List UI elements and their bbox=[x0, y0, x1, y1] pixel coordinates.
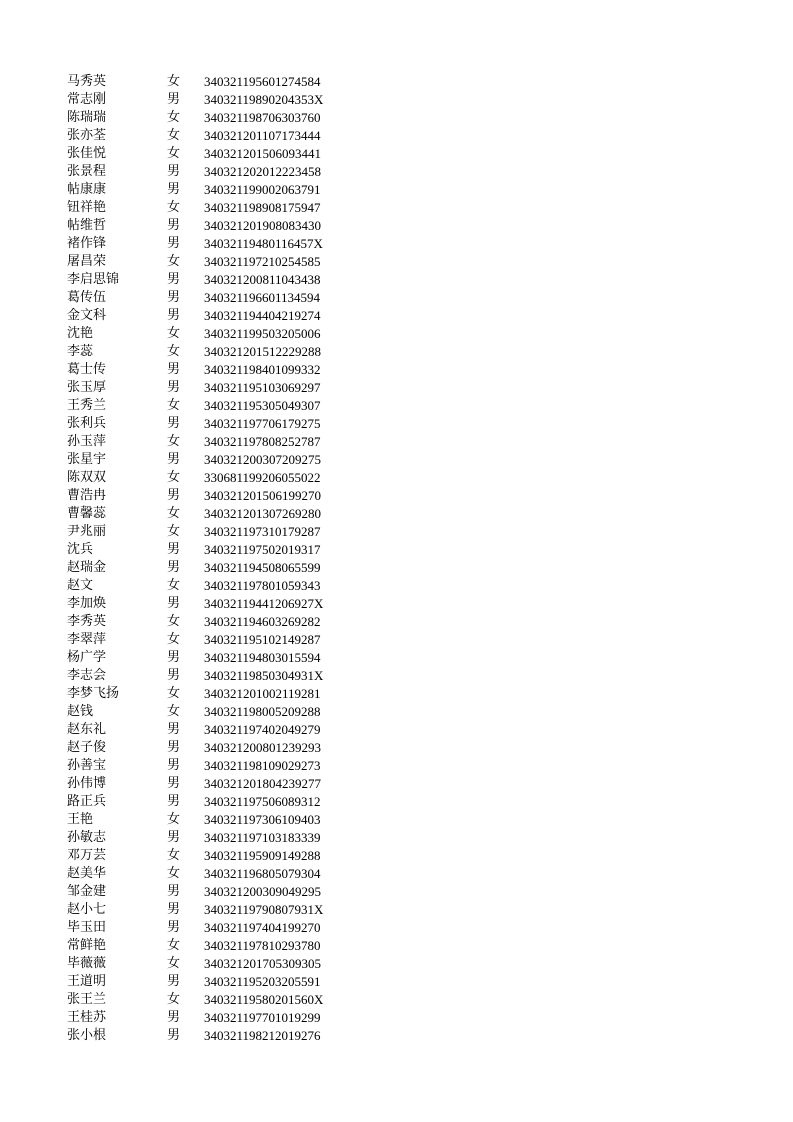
gender-cell: 男 bbox=[167, 884, 181, 899]
id-number-cell: 340321201506093441 bbox=[204, 146, 321, 161]
id-number-cell: 340321197404199270 bbox=[204, 920, 321, 935]
id-number-cell: 340321195102149287 bbox=[204, 632, 321, 647]
gender-cell: 男 bbox=[167, 380, 181, 395]
id-number-cell: 34032119441206927X bbox=[204, 596, 324, 611]
gender-cell: 男 bbox=[167, 740, 181, 755]
name-cell: 张王兰 bbox=[67, 992, 107, 1007]
id-number-cell: 340321197402049279 bbox=[204, 722, 321, 737]
name-cell: 陈双双 bbox=[67, 470, 107, 485]
gender-cell: 女 bbox=[167, 74, 181, 89]
id-number-cell: 340321200309049295 bbox=[204, 884, 321, 899]
id-number-cell: 340321194508065599 bbox=[204, 560, 321, 575]
id-number-cell: 340321194404219274 bbox=[204, 308, 321, 323]
name-cell: 钮祥艳 bbox=[67, 200, 107, 215]
name-cell: 葛士传 bbox=[67, 362, 107, 377]
gender-cell: 男 bbox=[167, 920, 181, 935]
gender-cell: 女 bbox=[167, 326, 181, 341]
name-cell: 孙伟博 bbox=[67, 776, 107, 791]
name-cell: 常志刚 bbox=[67, 92, 107, 107]
gender-cell: 女 bbox=[167, 344, 181, 359]
gender-cell: 女 bbox=[167, 956, 181, 971]
name-cell: 马秀英 bbox=[67, 74, 107, 89]
gender-cell: 男 bbox=[167, 650, 181, 665]
id-number-cell: 34032119790807931X bbox=[204, 902, 324, 917]
id-number-cell: 340321198401099332 bbox=[204, 362, 321, 377]
name-cell: 李加焕 bbox=[67, 596, 107, 611]
gender-cell: 男 bbox=[167, 236, 181, 251]
name-cell: 王桂苏 bbox=[67, 1010, 107, 1025]
name-cell: 赵小七 bbox=[67, 902, 107, 917]
id-number-cell: 340321197502019317 bbox=[204, 542, 321, 557]
name-cell: 李梦飞扬 bbox=[67, 686, 120, 701]
gender-cell: 男 bbox=[167, 272, 181, 287]
id-number-cell: 34032119890204353X bbox=[204, 92, 324, 107]
name-cell: 王艳 bbox=[67, 812, 94, 827]
gender-cell: 男 bbox=[167, 758, 181, 773]
gender-cell: 男 bbox=[167, 182, 181, 197]
name-cell: 赵东礼 bbox=[67, 722, 107, 737]
id-number-cell: 340321202012223458 bbox=[204, 164, 321, 179]
name-cell: 张玉厚 bbox=[67, 380, 107, 395]
gender-cell: 男 bbox=[167, 1028, 181, 1043]
gender-cell: 女 bbox=[167, 110, 181, 125]
id-number-cell: 340321194803015594 bbox=[204, 650, 321, 665]
name-cell: 毕薇薇 bbox=[67, 956, 107, 971]
name-cell: 孙玉萍 bbox=[67, 434, 107, 449]
id-number-cell: 340321196805079304 bbox=[204, 866, 321, 881]
name-cell: 赵美华 bbox=[67, 866, 107, 881]
name-cell: 张小根 bbox=[67, 1028, 107, 1043]
gender-cell: 女 bbox=[167, 812, 181, 827]
id-number-cell: 340321195203205591 bbox=[204, 974, 321, 989]
gender-cell: 女 bbox=[167, 146, 181, 161]
id-number-cell: 340321194603269282 bbox=[204, 614, 321, 629]
gender-cell: 男 bbox=[167, 560, 181, 575]
gender-cell: 男 bbox=[167, 452, 181, 467]
id-number-cell: 340321201107173444 bbox=[204, 128, 321, 143]
gender-cell: 女 bbox=[167, 470, 181, 485]
gender-cell: 男 bbox=[167, 596, 181, 611]
id-number-cell: 340321196601134594 bbox=[204, 290, 321, 305]
name-cell: 陈瑞瑞 bbox=[67, 110, 107, 125]
name-cell: 尹兆丽 bbox=[67, 524, 107, 539]
id-number-cell: 340321198212019276 bbox=[204, 1028, 321, 1043]
name-cell: 曹浩冉 bbox=[67, 488, 107, 503]
id-number-cell: 340321197506089312 bbox=[204, 794, 321, 809]
id-number-cell: 340321197701019299 bbox=[204, 1010, 321, 1025]
gender-cell: 男 bbox=[167, 92, 181, 107]
name-cell: 王道明 bbox=[67, 974, 107, 989]
name-cell: 葛传伍 bbox=[67, 290, 107, 305]
gender-cell: 男 bbox=[167, 974, 181, 989]
gender-cell: 男 bbox=[167, 164, 181, 179]
id-number-cell: 340321197210254585 bbox=[204, 254, 321, 269]
id-number-cell: 34032119580201560X bbox=[204, 992, 324, 1007]
gender-cell: 男 bbox=[167, 542, 181, 557]
id-number-cell: 340321201002119281 bbox=[204, 686, 321, 701]
name-cell: 帖维哲 bbox=[67, 218, 107, 233]
gender-cell: 女 bbox=[167, 506, 181, 521]
id-number-cell: 340321201506199270 bbox=[204, 488, 321, 503]
id-number-cell: 340321197801059343 bbox=[204, 578, 321, 593]
gender-cell: 男 bbox=[167, 794, 181, 809]
id-number-cell: 34032119480116457X bbox=[204, 236, 323, 251]
gender-cell: 女 bbox=[167, 398, 181, 413]
gender-cell: 男 bbox=[167, 308, 181, 323]
gender-cell: 男 bbox=[167, 668, 181, 683]
name-cell: 张景程 bbox=[67, 164, 107, 179]
gender-cell: 男 bbox=[167, 902, 181, 917]
gender-cell: 男 bbox=[167, 362, 181, 377]
id-number-cell: 340321200811043438 bbox=[204, 272, 321, 287]
gender-cell: 女 bbox=[167, 632, 181, 647]
name-cell: 屠昌荣 bbox=[67, 254, 107, 269]
name-cell: 曹馨蕊 bbox=[67, 506, 107, 521]
id-number-cell: 340321201512229288 bbox=[204, 344, 321, 359]
gender-cell: 男 bbox=[167, 488, 181, 503]
name-cell: 李翠萍 bbox=[67, 632, 107, 647]
name-cell: 杨广学 bbox=[67, 650, 107, 665]
id-number-cell: 340321195103069297 bbox=[204, 380, 321, 395]
name-cell: 李志会 bbox=[67, 668, 107, 683]
id-number-cell: 330681199206055022 bbox=[204, 470, 321, 485]
name-cell: 赵文 bbox=[67, 578, 94, 593]
gender-cell: 女 bbox=[167, 866, 181, 881]
id-number-cell: 340321199002063791 bbox=[204, 182, 321, 197]
name-cell: 褚作锋 bbox=[67, 236, 107, 251]
name-cell: 李蕊 bbox=[67, 344, 94, 359]
id-number-cell: 340321198908175947 bbox=[204, 200, 321, 215]
name-cell: 帖康康 bbox=[67, 182, 107, 197]
id-number-cell: 340321197310179287 bbox=[204, 524, 321, 539]
gender-cell: 男 bbox=[167, 830, 181, 845]
name-cell: 金文科 bbox=[67, 308, 107, 323]
name-cell: 张亦荃 bbox=[67, 128, 107, 143]
id-number-cell: 340321201908083430 bbox=[204, 218, 321, 233]
name-cell: 邓万芸 bbox=[67, 848, 107, 863]
id-number-cell: 34032119850304931X bbox=[204, 668, 324, 683]
id-number-cell: 340321200307209275 bbox=[204, 452, 321, 467]
id-number-cell: 340321197103183339 bbox=[204, 830, 321, 845]
name-cell: 沈兵 bbox=[67, 542, 94, 557]
id-number-cell: 340321197706179275 bbox=[204, 416, 321, 431]
gender-cell: 男 bbox=[167, 1010, 181, 1025]
name-cell: 李秀英 bbox=[67, 614, 107, 629]
id-number-cell: 340321200801239293 bbox=[204, 740, 321, 755]
name-cell: 张利兵 bbox=[67, 416, 107, 431]
id-number-cell: 340321201705309305 bbox=[204, 956, 321, 971]
gender-cell: 女 bbox=[167, 524, 181, 539]
name-cell: 赵钱 bbox=[67, 704, 94, 719]
name-cell: 赵子俊 bbox=[67, 740, 107, 755]
gender-cell: 女 bbox=[167, 200, 181, 215]
gender-cell: 男 bbox=[167, 416, 181, 431]
name-cell: 毕玉田 bbox=[67, 920, 107, 935]
gender-cell: 男 bbox=[167, 290, 181, 305]
gender-cell: 女 bbox=[167, 254, 181, 269]
name-cell: 路正兵 bbox=[67, 794, 107, 809]
id-number-cell: 340321197810293780 bbox=[204, 938, 321, 953]
id-number-cell: 340321198109029273 bbox=[204, 758, 321, 773]
gender-cell: 女 bbox=[167, 992, 181, 1007]
name-cell: 王秀兰 bbox=[67, 398, 107, 413]
name-cell: 孙善宝 bbox=[67, 758, 107, 773]
id-number-cell: 340321201307269280 bbox=[204, 506, 321, 521]
id-number-cell: 340321195909149288 bbox=[204, 848, 321, 863]
id-number-cell: 340321195601274584 bbox=[204, 74, 321, 89]
name-cell: 邹金建 bbox=[67, 884, 107, 899]
name-cell: 常鲜艳 bbox=[67, 938, 107, 953]
name-cell: 张星宇 bbox=[67, 452, 107, 467]
id-number-cell: 340321198706303760 bbox=[204, 110, 321, 125]
gender-cell: 女 bbox=[167, 614, 181, 629]
gender-cell: 女 bbox=[167, 578, 181, 593]
gender-cell: 女 bbox=[167, 128, 181, 143]
name-cell: 李启思锦 bbox=[67, 272, 120, 287]
gender-cell: 男 bbox=[167, 776, 181, 791]
gender-cell: 女 bbox=[167, 704, 181, 719]
gender-cell: 女 bbox=[167, 938, 181, 953]
gender-cell: 男 bbox=[167, 722, 181, 737]
id-number-cell: 340321198005209288 bbox=[204, 704, 321, 719]
id-number-cell: 340321197306109403 bbox=[204, 812, 321, 827]
gender-cell: 女 bbox=[167, 686, 181, 701]
name-cell: 张佳悦 bbox=[67, 146, 107, 161]
gender-cell: 女 bbox=[167, 434, 181, 449]
id-number-cell: 340321195305049307 bbox=[204, 398, 321, 413]
gender-cell: 女 bbox=[167, 848, 181, 863]
gender-cell: 男 bbox=[167, 218, 181, 233]
id-number-cell: 340321197808252787 bbox=[204, 434, 321, 449]
id-number-cell: 340321201804239277 bbox=[204, 776, 321, 791]
id-number-cell: 340321199503205006 bbox=[204, 326, 321, 341]
name-cell: 沈艳 bbox=[67, 326, 94, 341]
name-cell: 赵瑞金 bbox=[67, 560, 107, 575]
name-cell: 孙敏志 bbox=[67, 830, 107, 845]
